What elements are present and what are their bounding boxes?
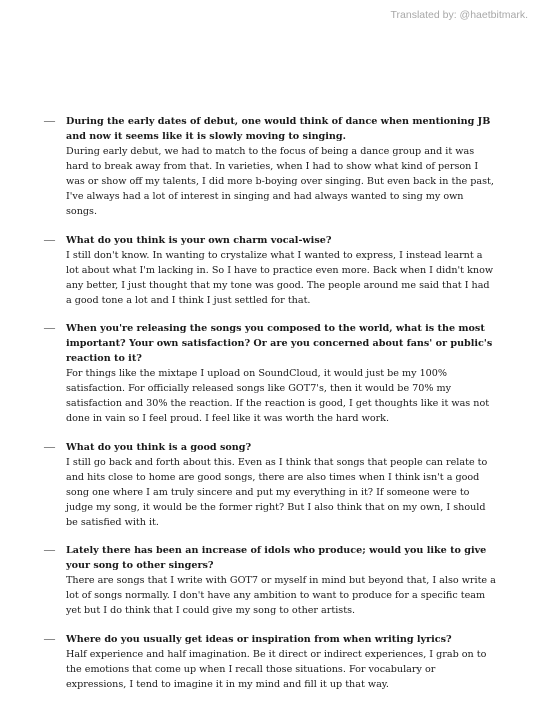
qa-item [44,543,496,618]
answer: Half experience and half imagination. Be it direct or indirect experiences, I grab on to the emotions that come up when I recall those situations. For vocabulary or expressions, I tend to imagine it in my mind and fill it up that way. [66,648,487,690]
qa-item [44,233,496,308]
question: What do you think is a good song? [66,441,252,453]
qa-list [44,114,496,705]
question: Where do you usually get ideas or inspiration from when writing lyrics? [66,633,452,645]
question: What do you think is your own charm vocal-wise? [66,234,332,246]
dash-bullet: — [44,322,55,334]
question: When you're releasing the songs you composed to the world, what is the most important? Your own satisfaction? Or are you concerned about fans' or public's reaction to it? [66,323,493,364]
question: During the early dates of debut, one would think of dance when mentioning JB and now it seems like it is slowly moving to singing. [66,116,491,142]
dash-bullet: — [44,115,55,127]
answer: There are songs that I write with GOT7 or myself in mind but beyond that, I also write a lot of songs normally. I don't have any ambition to want to produce for a specific team yet but I do think that I could give my song to other artists. [66,575,496,616]
qa-item [44,632,496,692]
dash-bullet: — [44,632,55,645]
question: Lately there has been an increase of idols who produce; would you like to give your song to other singers? [66,545,487,571]
answer: I still don't know. In wanting to crystalize what I wanted to express, I instead learnt a lot about what I'm lacking in. So I have to practice even more. Back when I didn't know any better, I just thought that my tone was good. The people around me said that I had a good tone a lot and I think I just settled for that. [66,249,494,306]
dash-bullet: — [44,440,55,453]
answer: For things like the mixtape I upload on SoundCloud, it would just be my 100% satisfaction. For officially released songs like GOT7's, then it would be 70% my satisfaction and 30% the reaction. If the reaction is good, I get thoughts like it was not done in vain so I feel proud. I feel like it was worth the hard work. [66,368,490,424]
qa-item [44,440,496,530]
dash-bullet: — [44,544,55,556]
dash-bullet: — [44,233,55,246]
answer: During early debut, we had to match to the focus of being a dance group and it was hard to break away from that. In varieties, when I had to show what kind of person I was or show off my talents, I did more b-boying over singing. But even back in the past, I've always had a lot of interest in singing and had always wanted to sing my own songs. [66,146,494,217]
qa-item [44,321,496,426]
translator-credit: Translated by: @haetbitmark. [390,9,528,21]
qa-item [44,114,496,219]
answer: I still go back and forth about this. Even as I think that songs that people can relate to and hits close to home are good songs, there are also times when I think isn't a good song one where I am truly sincere and put my everything in it? If someone were to judge my song, it would be the former right? But I also think that on my own, I should be satisfied with it. [66,456,488,528]
